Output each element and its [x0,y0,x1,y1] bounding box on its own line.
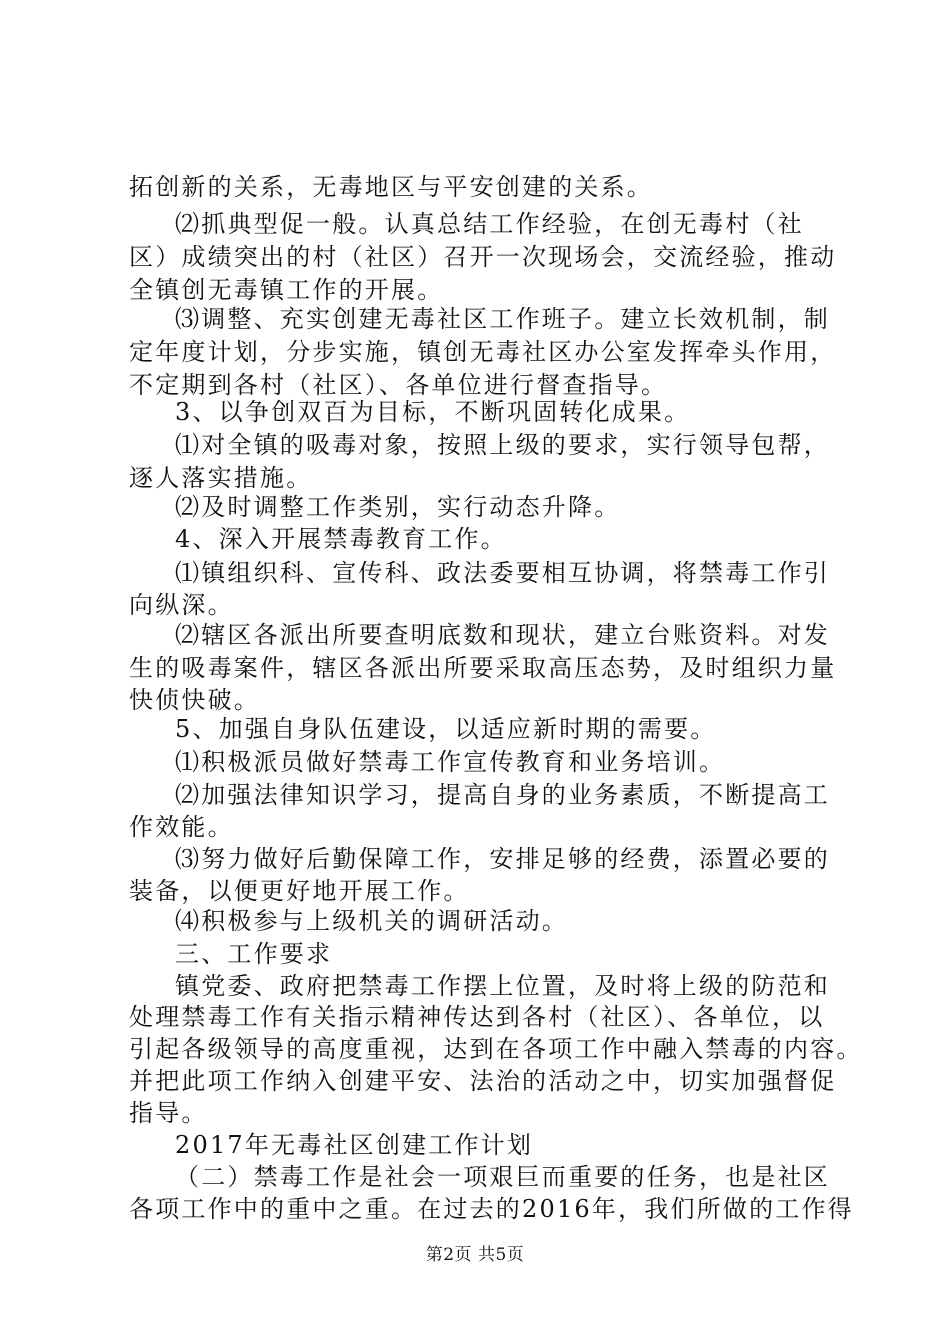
text-line: 拓创新的关系，无毒地区与平安创建的关系。 [129,173,653,201]
text-line: 处理禁毒工作有关指示精神传达到各村（社区）、各单位，以 [129,1003,825,1031]
text-line: 装备，以便更好地开展工作。 [129,877,470,905]
text-line: 4、深入开展禁毒教育工作。 [175,525,507,553]
text-line: 逐人落实措施。 [129,464,313,492]
text-line: 各项工作中的重中之重。在过去的2016年，我们所做的工作得 [129,1195,854,1223]
text-line: 生的吸毒案件，辖区各派出所要采取高压态势，及时组织力量 [129,654,837,682]
text-line: ⑶努力做好后勤保障工作，安排足够的经费，添置必要的 [175,845,830,873]
text-line: 镇党委、政府把禁毒工作摆上位置，及时将上级的防范和 [175,972,830,1000]
text-line: ⑷积极参与上级机关的调研活动。 [175,907,568,935]
text-line: 指导。 [129,1099,208,1127]
text-line: （二）禁毒工作是社会一项艰巨而重要的任务，也是社区 [175,1163,830,1191]
text-line: 向纵深。 [129,591,234,619]
text-line: ⑴镇组织科、宣传科、政法委要相互协调，将禁毒工作引 [175,559,830,587]
section-heading: 三、工作要求 [175,940,333,968]
page-number-footer: 第2页 共5页 [425,1245,525,1265]
text-line: 不定期到各村（社区）、各单位进行督查指导。 [129,371,668,399]
text-line: ⑶调整、充实创建无毒社区工作班子。建立长效机制，制 [175,305,830,333]
text-line: 快侦快破。 [129,686,260,714]
text-line: 区）成绩突出的村（社区）召开一次现场会，交流经验，推动 [129,243,837,271]
text-line: ⑵及时调整工作类别，实行动态升降。 [175,493,621,521]
text-line: ⑵抓典型促一般。认真总结工作经验，在创无毒村（社 [175,210,804,238]
text-line: ⑵辖区各派出所要查明底数和现状，建立台账资料。对发 [175,621,830,649]
text-line: ⑴积极派员做好禁毒工作宣传教育和业务培训。 [175,748,726,776]
text-line: 引起各级领导的高度重视，达到在各项工作中融入禁毒的内容。 [129,1035,863,1063]
text-line: 3、以争创双百为目标，不断巩固转化成果。 [175,398,691,426]
text-line: 作效能。 [129,813,234,841]
text-line: 定年度计划，分步实施，镇创无毒社区办公室发挥牵头作用， [129,338,837,366]
text-line: ⑴对全镇的吸毒对象，按照上级的要求，实行领导包帮， [175,431,830,459]
text-line: 全镇创无毒镇工作的开展。 [129,276,444,304]
text-line: 并把此项工作纳入创建平安、法治的活动之中，切实加强督促 [129,1067,837,1095]
text-line: ⑵加强法律知识学习，提高自身的业务素质，不断提高工 [175,781,830,809]
text-line: 5、加强自身队伍建设，以适应新时期的需要。 [175,715,717,743]
document-subtitle: 2017年无毒社区创建工作计划 [175,1131,534,1159]
